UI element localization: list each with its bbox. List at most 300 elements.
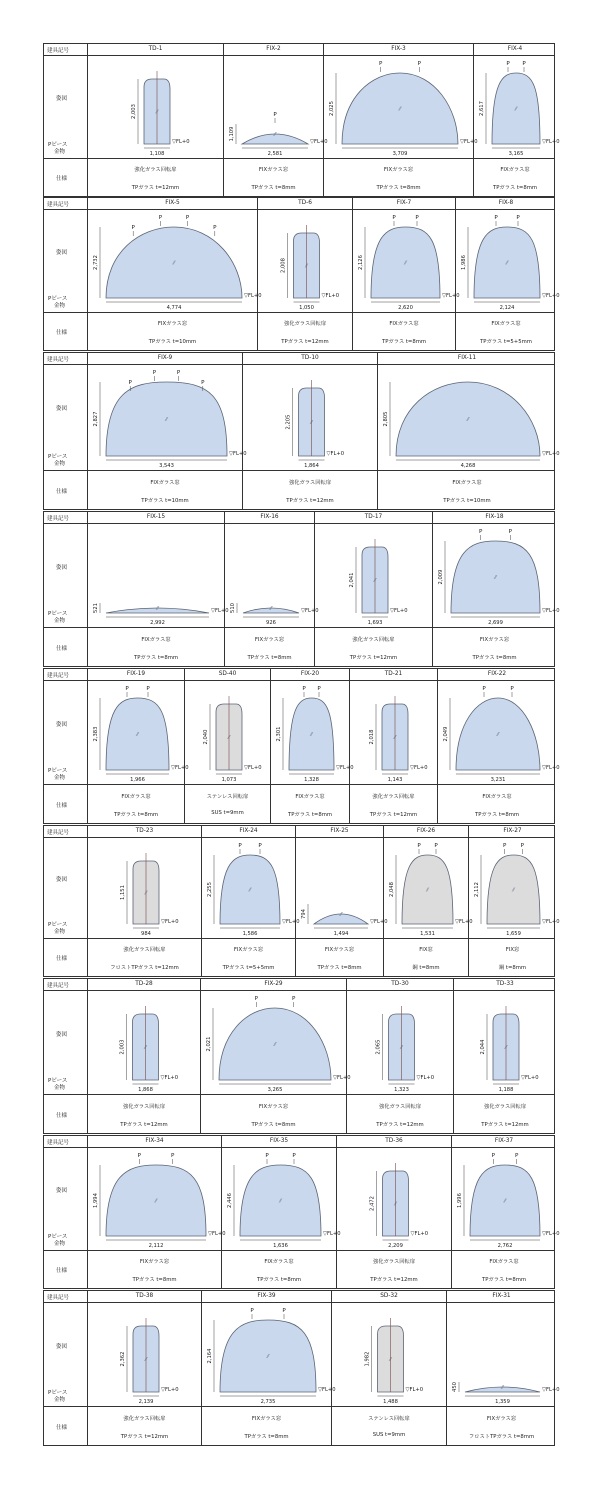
spec-type: 強化ガラス回転扉 (483, 1103, 527, 1110)
spec-material: TPガラス t=8mm (481, 1277, 527, 1283)
drawing-label: 姿図 (56, 250, 68, 257)
fixture-mark: FIX-4 (507, 46, 523, 52)
elevation-drawing (88, 55, 224, 158)
spec-material: TPガラス t=8mm (113, 811, 159, 818)
width-dimension: 1,864 (304, 463, 319, 469)
elevation-drawing (474, 55, 560, 158)
height-dimension: 2,301 (276, 726, 282, 742)
drawing-label: 姿図 (56, 721, 68, 728)
spec-label: 仕様 (56, 1424, 68, 1431)
p-piece-marker: P (292, 1153, 296, 1159)
p-piece-marker: P (258, 843, 262, 849)
spec-type: 強化ガラス回転扉 (378, 1103, 422, 1110)
label-column (44, 512, 88, 666)
floor-level-marker: ▽FL+0 (211, 608, 229, 614)
fixture-cell (296, 826, 388, 976)
spec-material: TPガラス t=12mm (376, 1121, 424, 1128)
p-piece-marker: P (265, 1153, 269, 1159)
fixture-cell (353, 198, 460, 350)
spec-type: FIXガラス窓 (258, 167, 289, 173)
fixture-cell (88, 44, 224, 196)
floor-level-marker: ▽FL+0 (410, 1231, 429, 1237)
height-dimension: 2,003 (131, 104, 137, 119)
p-piece-marker: P (254, 996, 259, 1002)
floor-level-marker: ▽FL+0 (542, 765, 560, 771)
spec-material: TPガラス t=12mm (481, 1121, 529, 1128)
spec-type: FIXガラス窓 (324, 947, 355, 953)
spec-label: 仕様 (56, 330, 68, 336)
schedule-section (43, 668, 560, 824)
fixture-cell (202, 1291, 336, 1445)
fixture-cell (433, 512, 560, 666)
glass-mark: ⁄⁄ (156, 606, 159, 612)
fixture-cell (337, 1136, 452, 1288)
fixture-cell (378, 353, 560, 509)
schedule-section (43, 43, 560, 197)
spec-material: TPガラス t=8mm (376, 185, 421, 191)
p-piece-marker: P (417, 61, 422, 67)
spec-type: 強化ガラス回転扉 (288, 479, 332, 486)
spec-label: 仕様 (56, 956, 68, 962)
height-dimension: 2,065 (375, 1039, 382, 1055)
fixture-cell (332, 1291, 447, 1445)
p-piece-marker: P (291, 996, 296, 1002)
width-dimension: 3,231 (490, 777, 506, 783)
glass-mark: ⁄⁄ (155, 1198, 157, 1205)
fixture-mark: FIX-7 (396, 200, 412, 206)
width-dimension: 2,735 (260, 1399, 276, 1405)
elevation-drawing (433, 523, 560, 627)
glass-mark: ⁄⁄ (512, 887, 515, 894)
fixture-mark: TD-17 (364, 514, 383, 520)
label-column (44, 198, 88, 350)
piece-label: Pピース (48, 1390, 68, 1396)
floor-level-marker: ▽FL+0 (326, 451, 345, 457)
width-dimension: 1,328 (304, 777, 319, 783)
height-dimension: 2,008 (280, 258, 287, 273)
floor-level-marker: ▽FL+0 (208, 1231, 226, 1237)
schedule-section (43, 1290, 560, 1446)
hardware-label: 金物 (54, 1085, 66, 1091)
elevation-drawing (224, 55, 328, 158)
fixture-mark: FIX-34 (145, 1138, 164, 1144)
fixture-cell (88, 669, 189, 823)
floor-level-marker: ▽FL+0 (521, 1075, 539, 1081)
spec-type: FIXガラス窓 (479, 636, 510, 643)
elevation-drawing (88, 837, 202, 938)
fixture-cell (222, 1136, 341, 1288)
width-dimension: 2,124 (499, 305, 515, 311)
fixture-mark: TD-30 (391, 981, 409, 987)
floor-level-marker: ▽FL+0 (172, 139, 190, 145)
width-dimension: 2,992 (150, 620, 165, 626)
schedule-section (43, 511, 560, 667)
height-dimension: 1,151 (120, 885, 126, 900)
p-piece-marker: P (392, 215, 396, 221)
height-dimension: 2,383 (93, 726, 99, 742)
fixture-mark: FIX-9 (157, 355, 173, 361)
p-piece-marker: P (125, 686, 129, 692)
glass-mark: ⁄⁄ (270, 606, 272, 612)
spec-type: 強化ガラス回転扉 (372, 793, 415, 800)
spec-material: TPガラス t=10mm (148, 339, 197, 345)
fixture-cell (474, 44, 560, 196)
elevation-drawing (454, 990, 556, 1094)
fixture-mark: FIX-29 (264, 981, 283, 987)
floor-level-marker: ▽FL+0 (244, 293, 262, 299)
spec-type: FIX窓 (505, 947, 520, 953)
hardware-label: 金物 (54, 1397, 66, 1403)
p-piece-marker: P (510, 686, 514, 692)
label-column (44, 1136, 88, 1288)
schedule-section (43, 352, 560, 510)
floor-level-marker: ▽FL+0 (542, 139, 560, 145)
fixture-cell (88, 1291, 202, 1445)
height-dimension: 2,041 (349, 572, 355, 588)
drawing-label: 姿図 (56, 96, 68, 103)
spec-type: FIXガラス窓 (264, 1259, 294, 1265)
floor-level-marker: ▽FL+0 (405, 1387, 424, 1393)
fixture-mark: TD-28 (135, 981, 153, 987)
hardware-label: 金物 (54, 149, 66, 155)
fixture-cell (315, 512, 433, 666)
fixture-cell (454, 979, 556, 1133)
elevation-drawing (202, 837, 300, 938)
floor-level-marker: ▽FL+0 (542, 919, 560, 925)
spec-type: FIXガラス窓 (121, 793, 151, 800)
fixture-cell (447, 1291, 560, 1445)
fixture-mark: FIX-27 (503, 828, 522, 834)
elevation-drawing (258, 209, 353, 312)
elevation-drawing (456, 209, 560, 312)
height-dimension: 2,021 (206, 1036, 212, 1052)
spec-type: 強化ガラス回転扉 (372, 1259, 416, 1265)
mark-label: 建具記号 (47, 673, 70, 679)
piece-label: Pピース (48, 142, 68, 148)
floor-level-marker: ▽FL+0 (229, 451, 247, 457)
elevation-drawing (88, 990, 201, 1094)
floor-level-marker: ▽FL+0 (390, 608, 408, 614)
spec-material: TPガラス t=8mm (132, 1277, 177, 1283)
p-piece-marker: P (491, 1153, 496, 1159)
spec-type: 強化ガラス回転扉 (134, 167, 177, 173)
p-piece-marker: P (158, 215, 163, 221)
elevation-drawing (447, 1302, 560, 1406)
elevation-drawing (378, 364, 560, 470)
width-dimension: 1,868 (138, 1087, 153, 1093)
piece-label: Pピース (48, 922, 68, 928)
p-piece-marker: P (176, 370, 181, 376)
floor-level-marker: ▽FL+0 (321, 293, 340, 299)
spec-material: TPガラス t=10mm (443, 497, 491, 504)
height-dimension: 2,827 (93, 411, 99, 427)
fixture-cell (185, 669, 271, 823)
p-piece-marker: P (506, 61, 510, 67)
floor-level-marker: ▽FL+0 (410, 765, 428, 771)
width-dimension: 2,699 (488, 620, 503, 626)
elevation-drawing (337, 1147, 452, 1250)
width-dimension: 2,209 (388, 1243, 403, 1249)
hardware-label: 金物 (54, 929, 66, 935)
spec-material: TPガラス t=8mm (256, 1277, 302, 1283)
elevation-drawing (350, 680, 438, 784)
spec-material: TPガラス t=8mm (492, 185, 538, 191)
label-column (44, 979, 88, 1133)
width-dimension: 2,762 (497, 1243, 513, 1249)
p-piece-marker: P (201, 380, 205, 386)
floor-level-marker: ▽FL+0 (542, 451, 560, 457)
spec-type: 強化ガラス回転扉 (283, 321, 327, 327)
width-dimension: 2,581 (267, 151, 283, 157)
floor-level-marker: ▽FL+0 (323, 1231, 341, 1237)
fixture-mark: TD-38 (135, 1293, 154, 1299)
spec-material: TPガラス t=8mm (244, 1433, 289, 1440)
drawing-label: 姿図 (56, 1031, 68, 1038)
fixture-mark: SD-40 (218, 671, 237, 677)
spec-type: 強化ガラス回転扉 (123, 947, 166, 953)
fixture-mark: FIX-24 (239, 828, 258, 834)
width-dimension: 4,774 (166, 305, 182, 311)
spec-label: 仕様 (56, 645, 68, 652)
height-dimension: 2,009 (438, 569, 444, 585)
height-dimension: 521 (93, 603, 99, 613)
spec-material: TPガラス t=12mm (120, 1433, 169, 1440)
width-dimension: 3,709 (392, 151, 408, 157)
p-piece-marker: P (137, 1153, 142, 1159)
p-piece-marker: P (514, 1153, 519, 1159)
fixture-cell (347, 979, 454, 1133)
spec-material: TPガラス t=8mm (247, 654, 292, 661)
elevation-drawing (271, 680, 354, 784)
elevation-drawing (88, 1302, 202, 1406)
fixture-cell (88, 512, 229, 666)
height-dimension: 2,472 (369, 1196, 376, 1211)
spec-type: FIXガラス窓 (489, 1259, 519, 1265)
schedule-section (43, 825, 560, 977)
p-piece-marker: P (378, 61, 383, 67)
elevation-drawing (222, 1147, 341, 1250)
p-piece-marker: P (152, 370, 157, 376)
fixture-mark: FIX-19 (126, 671, 146, 677)
piece-label: Pピース (48, 454, 68, 460)
floor-level-marker: ▽FL+0 (333, 1075, 351, 1081)
piece-label: Pピース (48, 768, 68, 774)
glass-mark: ⁄⁄ (340, 912, 342, 918)
floor-level-marker: ▽FL+0 (161, 919, 179, 925)
spec-material: TPガラス t=5+5mm (222, 965, 275, 971)
p-piece-marker: P (146, 686, 150, 692)
p-piece-marker: P (317, 686, 321, 692)
glass-mark: ⁄⁄ (515, 106, 517, 113)
spec-material: SUS t=9mm (372, 1431, 406, 1438)
height-dimension: 2,025 (329, 101, 335, 116)
elevation-drawing (353, 209, 460, 312)
drawing-label: 姿図 (56, 406, 68, 413)
fixture-mark: SD-32 (380, 1293, 398, 1299)
elevation-drawing (469, 837, 560, 938)
height-dimension: 510 (230, 603, 236, 613)
floor-level-marker: ▽FL+0 (336, 765, 354, 771)
height-dimension: 450 (452, 1382, 458, 1392)
fixture-cell (88, 1136, 226, 1288)
height-dimension: 2,805 (383, 411, 389, 427)
floor-level-marker: ▽FL+0 (370, 919, 388, 925)
height-dimension: 2,205 (285, 414, 292, 430)
fixture-mark: FIX-25 (330, 828, 349, 834)
width-dimension: 2,139 (138, 1399, 154, 1405)
mark-label: 建具記号 (47, 516, 70, 522)
height-dimension: 2,164 (207, 1348, 213, 1364)
p-piece-marker: P (520, 843, 525, 849)
width-dimension: 1,531 (420, 931, 435, 937)
height-dimension: 1,109 (229, 126, 235, 142)
height-dimension: 2,617 (479, 101, 485, 116)
width-dimension: 1,143 (387, 777, 403, 783)
p-piece-marker: P (434, 843, 438, 849)
fixture-mark: FIX-11 (457, 355, 477, 361)
glass-mark: ⁄⁄ (467, 417, 469, 423)
fixture-cell (88, 979, 201, 1133)
spec-type: FIXガラス窓 (150, 479, 180, 486)
fixture-cell (201, 979, 351, 1133)
p-piece-marker: P (282, 1308, 286, 1314)
glass-mark: ⁄⁄ (504, 1198, 506, 1205)
spec-type: FIXガラス窓 (491, 321, 521, 327)
elevation-drawing (88, 680, 189, 784)
floor-level-marker: ▽FL+0 (542, 1231, 560, 1237)
fixture-mark: FIX-31 (492, 1293, 511, 1299)
glass-mark: ⁄⁄ (274, 1042, 276, 1048)
fixture-mark: TD-6 (298, 200, 312, 206)
piece-label: Pピース (48, 611, 68, 617)
spec-type: 強化ガラス回転扉 (123, 1415, 166, 1422)
elevation-drawing (202, 1302, 336, 1406)
floor-level-marker: ▽FL+0 (160, 1075, 179, 1081)
width-dimension: 1,636 (273, 1243, 288, 1249)
height-dimension: 1,986 (461, 255, 467, 270)
elevation-drawing (384, 837, 473, 938)
width-dimension: 1,586 (242, 931, 258, 937)
floor-level-marker: ▽FL+0 (301, 608, 319, 614)
spec-type: FIXガラス窓 (254, 636, 285, 643)
schedule-section (43, 978, 555, 1134)
height-dimension: 2,018 (369, 729, 375, 745)
width-dimension: 1,659 (506, 931, 521, 937)
fixture-cell (202, 826, 300, 976)
fixture-mark: TD-10 (301, 355, 319, 361)
p-piece-marker: P (302, 686, 306, 692)
glass-mark: ⁄⁄ (501, 1385, 504, 1391)
width-dimension: 1,359 (495, 1399, 510, 1405)
fixture-mark: TD-36 (385, 1138, 403, 1144)
p-piece-marker: P (502, 843, 507, 849)
fixture-cell (384, 826, 473, 976)
spec-type: FIXガラス窓 (141, 636, 171, 643)
spec-type: FIXガラス窓 (139, 1259, 170, 1265)
width-dimension: 3,265 (267, 1087, 283, 1093)
spec-material: TPガラス t=12mm (286, 497, 334, 504)
spec-label: 仕様 (56, 1112, 68, 1119)
spec-material: TPガラス t=12mm (131, 185, 180, 191)
width-dimension: 1,693 (367, 620, 383, 626)
glass-mark: ⁄⁄ (404, 260, 407, 267)
spec-type: 強化ガラス回転扉 (122, 1103, 166, 1110)
label-column (44, 826, 88, 976)
p-piece-marker: P (213, 225, 217, 231)
width-dimension: 926 (266, 620, 276, 626)
fixture-mark: TD-1 (148, 46, 163, 52)
fixture-mark: TD-23 (135, 828, 154, 834)
mark-label: 建具記号 (47, 202, 70, 208)
elevation-drawing (243, 364, 378, 470)
spec-material: SUS t=9mm (211, 809, 244, 816)
fixture-cell (324, 44, 478, 196)
hardware-label: 金物 (54, 461, 66, 467)
mark-label: 建具記号 (47, 357, 70, 363)
spec-type: FIXガラス窓 (258, 1103, 289, 1110)
glass-mark: ⁄⁄ (274, 132, 276, 138)
hardware-label: 金物 (54, 303, 66, 309)
width-dimension: 4,268 (460, 463, 476, 469)
elevation-drawing (88, 1147, 226, 1250)
fixture-cell (88, 353, 247, 509)
glass-mark: ⁄⁄ (426, 887, 429, 894)
piece-label: Pピース (48, 296, 68, 302)
fixture-cell (469, 826, 560, 976)
spec-type: FIXガラス窓 (295, 793, 325, 800)
glass-mark: ⁄⁄ (267, 1354, 269, 1360)
elevation-drawing (88, 209, 262, 312)
floor-level-marker: ▽FL+0 (282, 919, 300, 925)
width-dimension: 2,620 (398, 305, 413, 311)
width-dimension: 1,966 (130, 777, 145, 783)
spec-material: TPガラス t=12mm (120, 1121, 168, 1128)
height-dimension: 2,044 (480, 1039, 486, 1055)
height-dimension: 2,255 (207, 882, 213, 897)
elevation-drawing (225, 523, 319, 627)
drawing-label: 姿図 (56, 564, 68, 571)
mark-label: 建具記号 (47, 983, 70, 989)
fixture-mark: FIX-22 (487, 671, 507, 677)
elevation-drawing (332, 1302, 447, 1406)
spec-material: TPガラス t=8mm (287, 811, 333, 818)
glass-mark: ⁄⁄ (136, 732, 139, 738)
spec-type: FIXガラス窓 (383, 167, 414, 173)
glass-mark: ⁄⁄ (399, 106, 401, 113)
p-piece-marker: P (516, 215, 520, 221)
spec-material: TPガラス t=8mm (317, 965, 362, 971)
glass-mark: ⁄⁄ (310, 732, 313, 738)
floor-level-marker: ▽FL+0 (171, 765, 189, 771)
label-column (44, 44, 88, 196)
height-dimension: 2,732 (93, 255, 99, 270)
width-dimension: 1,188 (498, 1087, 514, 1093)
floor-level-marker: ▽FL+0 (455, 919, 473, 925)
glass-mark: ⁄⁄ (506, 260, 508, 267)
spec-material: TPガラス t=8mm (251, 185, 296, 191)
fixture-cell (243, 353, 378, 509)
spec-label: 仕様 (56, 802, 68, 809)
fixture-mark: FIX-15 (146, 514, 166, 520)
p-piece-marker: P (417, 843, 421, 849)
fixture-mark: FIX-35 (269, 1138, 289, 1144)
height-dimension: 1,996 (457, 1193, 463, 1208)
mark-label: 建具記号 (47, 1295, 70, 1301)
schedule-section (43, 1135, 560, 1289)
fixture-mark: TD-33 (496, 981, 514, 987)
p-piece-marker: P (238, 843, 242, 849)
fixture-cell (456, 198, 560, 350)
